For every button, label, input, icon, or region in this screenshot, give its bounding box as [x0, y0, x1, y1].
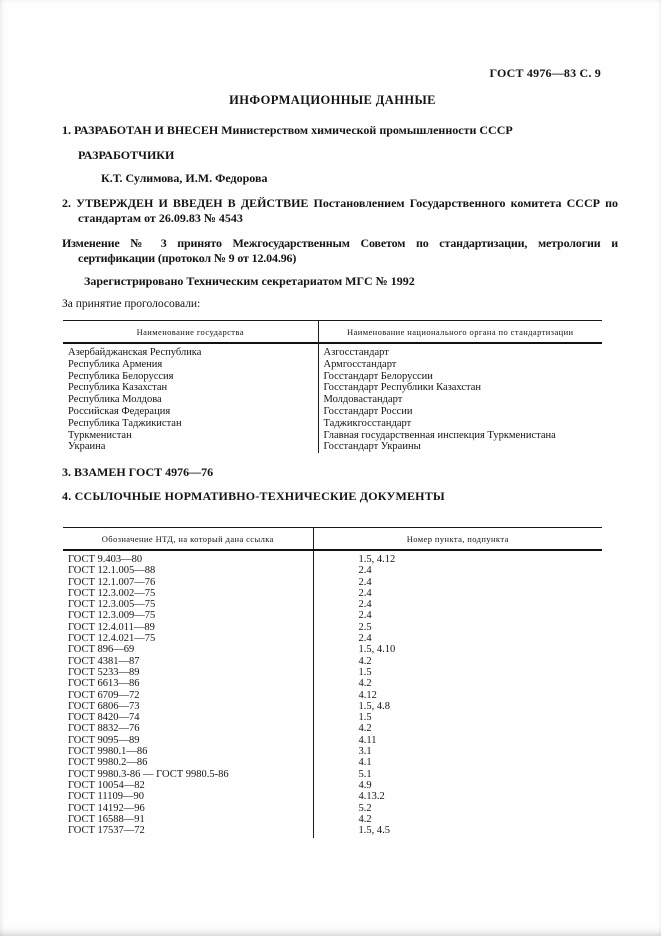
table-cell-ntd: ГОСТ 12.3.002—75	[63, 588, 313, 599]
table-cell-clause: 1.5	[358, 712, 372, 724]
table-cell-ntd: ГОСТ 5233—89	[63, 667, 313, 678]
table-row	[63, 599, 602, 610]
table-row	[63, 441, 602, 453]
table-cell-clause: 4.13.2	[358, 791, 385, 803]
section-references-heading: 4. ССЫЛОЧНЫЕ НОРМАТИВНО-ТЕХНИЧЕСКИЕ ДОКУМЕНТЫ	[62, 489, 445, 503]
table-cell-ntd: ГОСТ 6806—73	[63, 701, 313, 712]
table-cell-ntd: ГОСТ 17537—72	[63, 825, 313, 838]
table-row	[63, 394, 602, 406]
table-row	[63, 701, 602, 712]
page-ref: ГОСТ 4976—83 С. 9	[489, 66, 601, 80]
references-table-header-row	[63, 528, 602, 551]
table-cell-ntd: ГОСТ 6709—72	[63, 690, 313, 701]
table-cell-agency: Госстандарт Украины	[323, 441, 421, 453]
table-cell-state: Республика Казахстан	[63, 382, 318, 394]
table-cell-ntd: ГОСТ 12.1.007—76	[63, 577, 313, 588]
table-row	[63, 735, 602, 746]
table-row	[63, 678, 602, 689]
table-row	[63, 565, 602, 576]
table-row	[63, 588, 602, 599]
table-row	[63, 343, 602, 359]
table-row	[63, 656, 602, 667]
table-row	[63, 610, 602, 621]
para-amendment: Изменение № 3 принято Межгосударственным Советом по стандартизации, метрологии и сертификации (протокол № 9 от 12.04.96)	[62, 236, 618, 265]
table-cell-clause: 2.4	[358, 599, 372, 611]
table-cell-clause: 4.1	[358, 757, 372, 769]
table-cell-clause: 1.5, 4.5	[358, 825, 390, 837]
table-cell-clause: 4.2	[358, 678, 372, 690]
table-cell-state: Республика Армения	[63, 359, 318, 371]
table-cell-state: Республика Молдова	[63, 394, 318, 406]
references-col-ntd-header: Обозначение НТД, на который дана ссылка	[63, 528, 313, 551]
table-cell-clause: 2.5	[358, 621, 372, 633]
table-row	[63, 577, 602, 588]
table-row	[63, 757, 602, 768]
table-cell-state: Украина	[63, 441, 318, 453]
table-cell-clause: 5.2	[358, 802, 372, 814]
table-cell-clause: 2.4	[358, 587, 372, 599]
table-row	[63, 712, 602, 723]
table-cell-ntd: ГОСТ 12.4.021—75	[63, 633, 313, 644]
table-cell-state: Российская Федерация	[63, 406, 318, 418]
developers-names: К.Т. Сулимова, И.М. Федорова	[101, 171, 268, 185]
table-row	[63, 359, 602, 371]
voting-col-state-header: Наименование государства	[63, 321, 318, 344]
table-cell-clause: 1.5, 4.8	[358, 700, 390, 712]
table-cell-ntd: ГОСТ 4381—87	[63, 656, 313, 667]
table-cell-state: Туркменистан	[63, 430, 318, 442]
table-row	[63, 382, 602, 394]
para-approved: 2. УТВЕРЖДЕН И ВВЕДЕН В ДЕЙСТВИЕ Постановлением Государственного комитета СССР по стандартам от 26.09.83 № 4543	[62, 196, 618, 225]
table-cell-ntd: ГОСТ 8420—74	[63, 712, 313, 723]
para-registered: Зарегистрировано Техническим секретариатом МГС № 1992	[84, 274, 415, 288]
table-cell-clause: 4.2	[358, 813, 372, 825]
table-cell-agency: Молдовастандарт	[323, 394, 403, 406]
table-cell-ntd: ГОСТ 16588—91	[63, 814, 313, 825]
table-cell-ntd: ГОСТ 12.4.011—89	[63, 622, 313, 633]
table-cell-ntd: ГОСТ 9980.2—86	[63, 757, 313, 768]
table-cell-clause: 4.2	[358, 655, 372, 667]
table-cell-ntd: ГОСТ 9980.3-86 — ГОСТ 9980.5-86	[63, 769, 313, 780]
table-cell-agency: Азгосстандарт	[323, 347, 389, 358]
table-row	[63, 406, 602, 418]
table-row	[63, 633, 602, 644]
voting-table	[63, 320, 602, 453]
table-cell-agency: Госстандарт Белоруссии	[323, 370, 433, 382]
table-cell-clause: 2.4	[358, 633, 372, 645]
table-cell-clause: 5.1	[358, 768, 372, 780]
table-row	[63, 814, 602, 825]
section-replaces: 3. ВЗАМЕН ГОСТ 4976—76	[62, 465, 214, 479]
table-cell-clause: 2.4	[358, 576, 372, 588]
table-row	[63, 371, 602, 383]
table-cell-clause: 1.5, 4.12	[358, 554, 396, 565]
table-row	[63, 723, 602, 734]
table-cell-clause: 1.5	[358, 666, 372, 678]
table-cell-agency: Главная государственная инспекция Туркменистана	[323, 429, 556, 441]
table-cell-agency: Армгосстандарт	[323, 358, 397, 370]
table-cell-agency: Госстандарт Республики Казахстан	[323, 382, 482, 394]
table-cell-clause: 2.4	[358, 565, 372, 577]
table-cell-agency: Госстандарт России	[323, 405, 413, 417]
voting-table-header-row	[63, 321, 602, 344]
table-cell-ntd: ГОСТ 9095—89	[63, 735, 313, 746]
table-cell-ntd: ГОСТ 9980.1—86	[63, 746, 313, 757]
references-table-body	[63, 550, 602, 838]
table-row	[63, 825, 602, 838]
vote-intro-label: За принятие проголосовали:	[62, 298, 201, 310]
table-cell-agency: Таджикгосстандарт	[323, 417, 412, 429]
para-developed: 1. РАЗРАБОТАН И ВНЕСЕН Министерством химической промышленности СССР	[62, 123, 513, 137]
table-cell-ntd: ГОСТ 896—69	[63, 644, 313, 655]
table-cell-state: Республика Белоруссия	[63, 371, 318, 383]
document-title: ИНФОРМАЦИОННЫЕ ДАННЫЕ	[229, 93, 436, 107]
table-row	[63, 667, 602, 678]
table-row	[63, 430, 602, 442]
table-cell-clause: 2.4	[358, 610, 372, 622]
table-row	[63, 746, 602, 757]
table-row	[63, 418, 602, 430]
table-cell-clause: 3.1	[358, 746, 372, 758]
voting-col-agency-header: Наименование национального органа по стандартизации	[318, 321, 602, 344]
table-cell-ntd: ГОСТ 12.3.009—75	[63, 610, 313, 621]
table-row	[63, 803, 602, 814]
table-row	[63, 644, 602, 655]
table-row	[63, 791, 602, 802]
table-cell-clause: 1.5, 4.10	[358, 644, 396, 656]
references-table	[63, 527, 602, 838]
table-row	[63, 780, 602, 791]
table-cell-clause: 4.9	[358, 779, 372, 791]
table-cell-ntd: ГОСТ 11109—90	[63, 791, 313, 802]
developers-heading: РАЗРАБОТЧИКИ	[78, 148, 175, 162]
table-cell-clause: 4.11	[358, 734, 377, 746]
table-cell-clause: 4.12	[358, 689, 377, 701]
table-cell-ntd: ГОСТ 10054—82	[63, 780, 313, 791]
table-cell-state: Азербайджанская Республика	[63, 343, 318, 359]
table-cell-ntd: ГОСТ 12.1.005—88	[63, 565, 313, 576]
table-row	[63, 769, 602, 780]
table-row	[63, 622, 602, 633]
table-cell-ntd: ГОСТ 12.3.005—75	[63, 599, 313, 610]
table-row	[63, 550, 602, 565]
table-cell-clause: 4.2	[358, 723, 372, 735]
table-cell-ntd: ГОСТ 6613—86	[63, 678, 313, 689]
table-cell-ntd: ГОСТ 8832—76	[63, 723, 313, 734]
table-cell-ntd: ГОСТ 9.403—80	[63, 550, 313, 565]
references-col-clause-header: Номер пункта, подпункта	[313, 528, 602, 551]
table-cell-state: Республика Таджикистан	[63, 418, 318, 430]
voting-table-body	[63, 343, 602, 453]
table-cell-ntd: ГОСТ 14192—96	[63, 803, 313, 814]
table-row	[63, 690, 602, 701]
